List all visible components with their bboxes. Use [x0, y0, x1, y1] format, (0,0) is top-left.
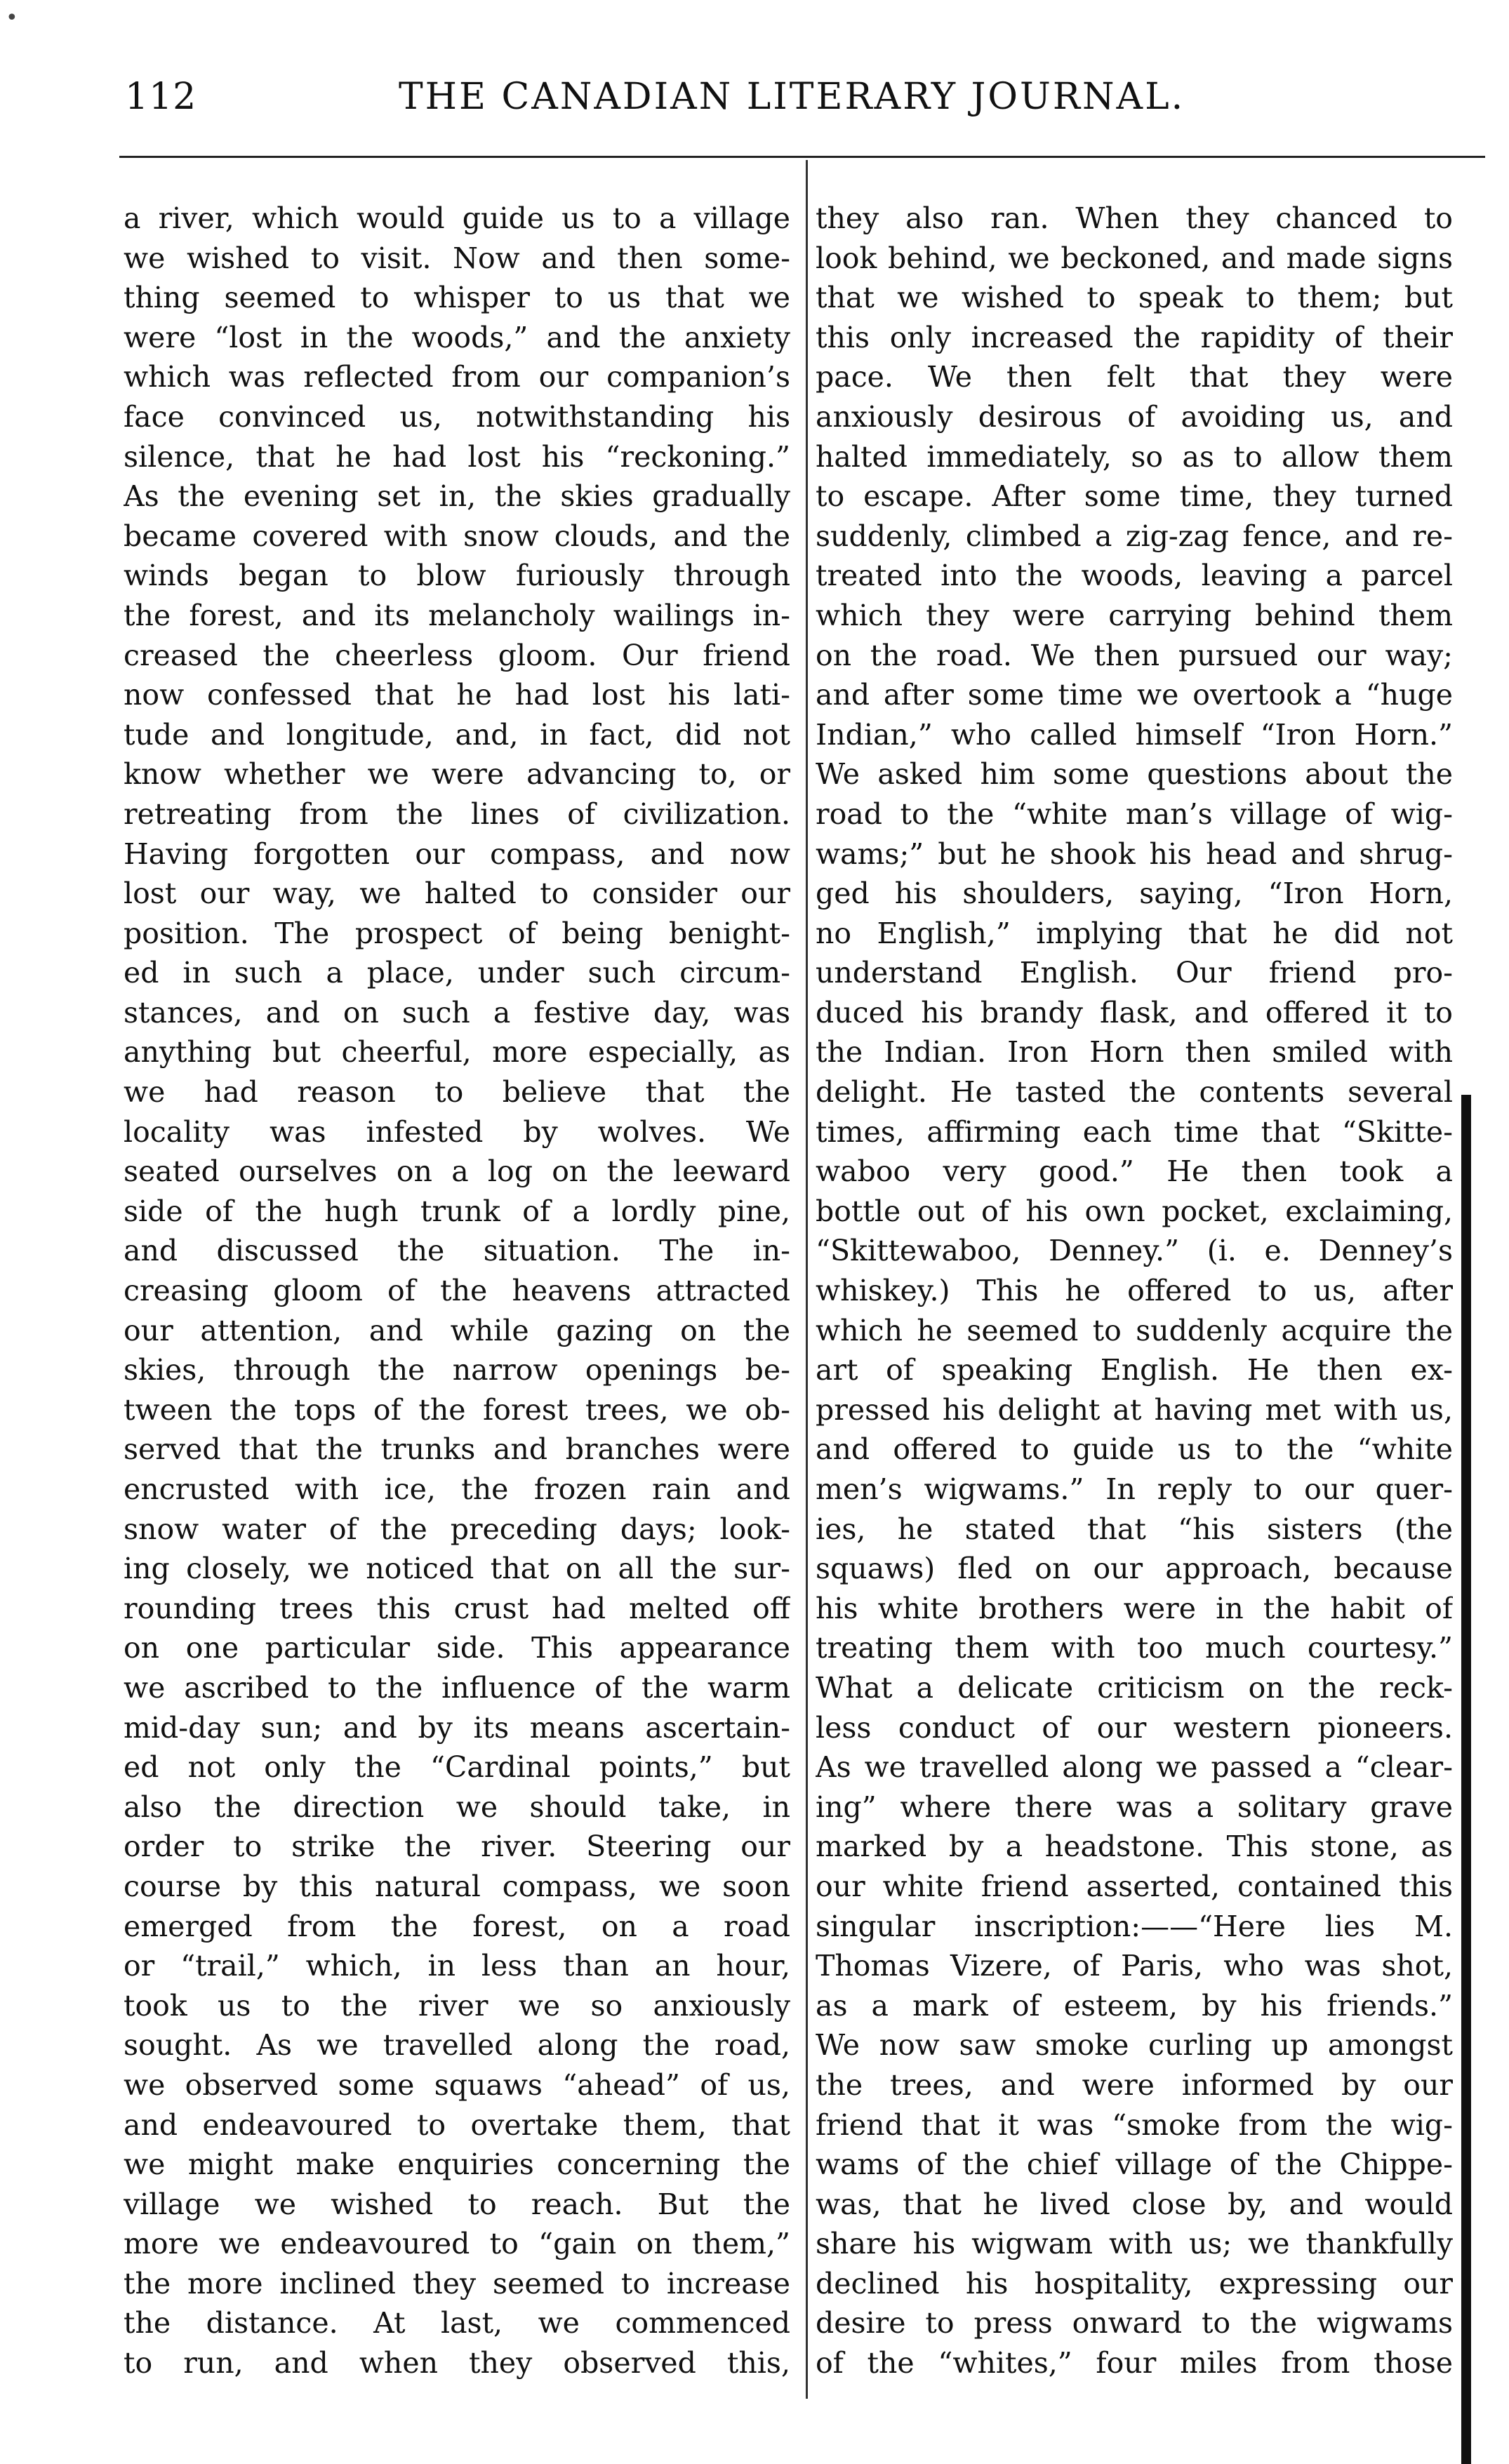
- text-line: we might make enquiries concerning the: [124, 2147, 790, 2182]
- text-line: no English,” implying that he did not: [816, 916, 1453, 950]
- text-line: became covered with snow clouds, and the: [124, 519, 790, 553]
- text-line: to run, and when they observed this,: [124, 2346, 790, 2380]
- text-line: art of speaking English. He then ex-: [816, 1353, 1453, 1387]
- text-line: As we travelled along we passed a “clear-: [816, 1750, 1453, 1785]
- header-rule: [119, 156, 1485, 158]
- text-line: share his wigwam with us; we thankfully: [816, 2227, 1453, 2261]
- text-line: silence, that he had lost his “reckoning.”: [124, 439, 790, 474]
- text-line: emerged from the forest, on a road: [124, 1909, 790, 1943]
- text-line: creasing gloom of the heavens attracted: [124, 1274, 790, 1308]
- text-line: on the road. We then pursued our way;: [816, 638, 1453, 672]
- text-line: Having forgotten our compass, and now: [124, 837, 790, 871]
- text-line: a river, which would guide us to a village: [124, 201, 790, 235]
- text-line: ged his shoulders, saying, “Iron Horn,: [816, 877, 1453, 911]
- text-line: creased the cheerless gloom. Our friend: [124, 638, 790, 672]
- text-line: which he seemed to suddenly acquire the: [816, 1313, 1453, 1347]
- text-line: his white brothers were in the habit of: [816, 1591, 1453, 1625]
- text-line: or “trail,” which, in less than an hour,: [124, 1949, 790, 1983]
- text-line: friend that it was “smoke from the wig-: [816, 2107, 1453, 2142]
- text-line: and discussed the situation. The in-: [124, 1234, 790, 1268]
- text-line: now confessed that he had lost his lati-: [124, 678, 790, 712]
- text-line: treated into the woods, leaving a parcel: [816, 559, 1453, 593]
- text-line: village we wished to reach. But the: [124, 2187, 790, 2221]
- text-line: sought. As we travelled along the road,: [124, 2028, 790, 2063]
- text-line: suddenly, climbed a zig-zag fence, and re-: [816, 519, 1453, 553]
- text-line: ies, he stated that “his sisters (the: [816, 1512, 1453, 1546]
- text-line: our attention, and while gazing on the: [124, 1313, 790, 1347]
- text-line: tween the tops of the forest trees, we ob-: [124, 1392, 790, 1427]
- text-line: course by this natural compass, we soon: [124, 1869, 790, 1903]
- text-line: declined his hospitality, expressing our: [816, 2266, 1453, 2300]
- text-line: What a delicate criticism on the reck-: [816, 1670, 1453, 1705]
- text-line: served that the trunks and branches were: [124, 1432, 790, 1467]
- text-line: We asked him some questions about the: [816, 757, 1453, 792]
- text-line: mid-day sun; and by its means ascertain-: [124, 1710, 790, 1745]
- text-line: times, affirming each time that “Skitte-: [816, 1114, 1453, 1149]
- text-line: anything but cheerful, more especially, as: [124, 1035, 790, 1070]
- text-line: squaws) fled on our approach, because: [816, 1552, 1453, 1586]
- text-line: was, that he lived close by, and would: [816, 2187, 1453, 2221]
- text-line: understand English. Our friend pro-: [816, 956, 1453, 990]
- text-line: marked by a headstone. This stone, as: [816, 1830, 1453, 1864]
- left-text-column: [124, 199, 790, 2383]
- text-line: snow water of the preceding days; look-: [124, 1512, 790, 1546]
- text-line: waboo very good.” He then took a: [816, 1154, 1453, 1189]
- text-line: which they were carrying behind them: [816, 598, 1453, 632]
- text-line: winds began to blow furiously through: [124, 559, 790, 593]
- text-line: side of the hugh trunk of a lordly pine,: [124, 1194, 790, 1228]
- text-line: ed not only the “Cardinal points,” but: [124, 1750, 790, 1785]
- text-line: wams;” but he shook his head and shrug-: [816, 837, 1453, 871]
- text-line: and endeavoured to overtake them, that: [124, 2107, 790, 2142]
- text-line: treating them with too much courtesy.”: [816, 1631, 1453, 1665]
- text-line: our white friend asserted, contained this: [816, 1869, 1453, 1903]
- text-line: Thomas Vizere, of Paris, who was shot,: [816, 1949, 1453, 1983]
- text-line: delight. He tasted the contents several: [816, 1075, 1453, 1110]
- print-speck: •: [6, 6, 18, 30]
- text-line: as a mark of esteem, by his friends.”: [816, 1988, 1453, 2023]
- text-line: which was reflected from our companion’s: [124, 360, 790, 394]
- text-line: took us to the river we so anxiously: [124, 1988, 790, 2023]
- text-line: desire to press onward to the wigwams: [816, 2306, 1453, 2340]
- text-line: We now saw smoke curling up amongst: [816, 2028, 1453, 2063]
- text-line: order to strike the river. Steering our: [124, 1830, 790, 1864]
- text-line: pressed his delight at having met with us,: [816, 1392, 1453, 1427]
- column-divider-rule: [806, 160, 808, 2399]
- text-line: also the direction we should take, in: [124, 1790, 790, 1824]
- text-line: lost our way, we halted to consider our: [124, 877, 790, 911]
- text-line: the distance. At last, we commenced: [124, 2306, 790, 2340]
- text-line: singular inscription:——“Here lies M.: [816, 1909, 1453, 1943]
- text-line: more we endeavoured to “gain on them,”: [124, 2227, 790, 2261]
- page-header: [118, 76, 1487, 132]
- text-line: thing seemed to whisper to us that we: [124, 281, 790, 315]
- text-line: to escape. After some time, they turned: [816, 479, 1453, 514]
- text-line: As the evening set in, the skies gradually: [124, 479, 790, 514]
- text-line: pace. We then felt that they were: [816, 360, 1453, 394]
- text-line: position. The prospect of being benight-: [124, 916, 790, 950]
- text-line: rounding trees this crust had melted off: [124, 1591, 790, 1625]
- text-line: wams of the chief village of the Chippe-: [816, 2147, 1453, 2182]
- text-line: tude and longitude, and, in fact, did not: [124, 717, 790, 752]
- text-line: retreating from the lines of civilization.: [124, 797, 790, 831]
- right-text-column: [816, 199, 1453, 2383]
- text-line: look behind, we beckoned, and made signs: [816, 241, 1453, 275]
- text-line: on one particular side. This appearance: [124, 1631, 790, 1665]
- text-line: that we wished to speak to them; but: [816, 281, 1453, 315]
- text-line: were “lost in the woods,” and the anxiety: [124, 320, 790, 354]
- text-line: whiskey.) This he offered to us, after: [816, 1274, 1453, 1308]
- page-edge-shadow: [1461, 1095, 1471, 2464]
- text-line: they also ran. When they chanced to: [816, 201, 1453, 235]
- text-line: and after some time we overtook a “huge: [816, 678, 1453, 712]
- text-line: “Skittewaboo, Denney.” (i. e. Denney’s: [816, 1234, 1453, 1268]
- text-line: know whether we were advancing to, or: [124, 757, 790, 792]
- text-line: this only increased the rapidity of their: [816, 320, 1453, 354]
- text-line: seated ourselves on a log on the leeward: [124, 1154, 790, 1189]
- text-line: duced his brandy flask, and offered it to: [816, 995, 1453, 1030]
- text-line: we had reason to believe that the: [124, 1075, 790, 1110]
- text-line: we observed some squaws “ahead” of us,: [124, 2067, 790, 2102]
- text-line: skies, through the narrow openings be-: [124, 1353, 790, 1387]
- text-line: the Indian. Iron Horn then smiled with: [816, 1035, 1453, 1070]
- page-number: 112: [125, 76, 197, 118]
- text-line: less conduct of our western pioneers.: [816, 1710, 1453, 1745]
- running-title: THE CANADIAN LITERARY JOURNAL.: [399, 76, 1185, 118]
- text-line: we ascribed to the influence of the warm: [124, 1670, 790, 1705]
- text-line: stances, and on such a festive day, was: [124, 995, 790, 1030]
- text-line: bottle out of his own pocket, exclaiming,: [816, 1194, 1453, 1228]
- text-line: the forest, and its melancholy wailings in-: [124, 598, 790, 632]
- text-line: the more inclined they seemed to increase: [124, 2266, 790, 2300]
- text-line: men’s wigwams.” In reply to our quer-: [816, 1472, 1453, 1506]
- text-line: and offered to guide us to the “white: [816, 1432, 1453, 1467]
- text-line: road to the “white man’s village of wig-: [816, 797, 1453, 831]
- text-line: Indian,” who called himself “Iron Horn.”: [816, 717, 1453, 752]
- text-line: of the “whites,” four miles from those: [816, 2346, 1453, 2380]
- text-line: ing closely, we noticed that on all the sur-: [124, 1552, 790, 1586]
- text-line: encrusted with ice, the frozen rain and: [124, 1472, 790, 1506]
- text-line: the trees, and were informed by our: [816, 2067, 1453, 2102]
- text-line: we wished to visit. Now and then some-: [124, 241, 790, 275]
- text-line: anxiously desirous of avoiding us, and: [816, 399, 1453, 434]
- text-line: face convinced us, notwithstanding his: [124, 399, 790, 434]
- text-line: halted immediately, so as to allow them: [816, 439, 1453, 474]
- text-line: locality was infested by wolves. We: [124, 1114, 790, 1149]
- text-line: ing” where there was a solitary grave: [816, 1790, 1453, 1824]
- text-line: ed in such a place, under such circum-: [124, 956, 790, 990]
